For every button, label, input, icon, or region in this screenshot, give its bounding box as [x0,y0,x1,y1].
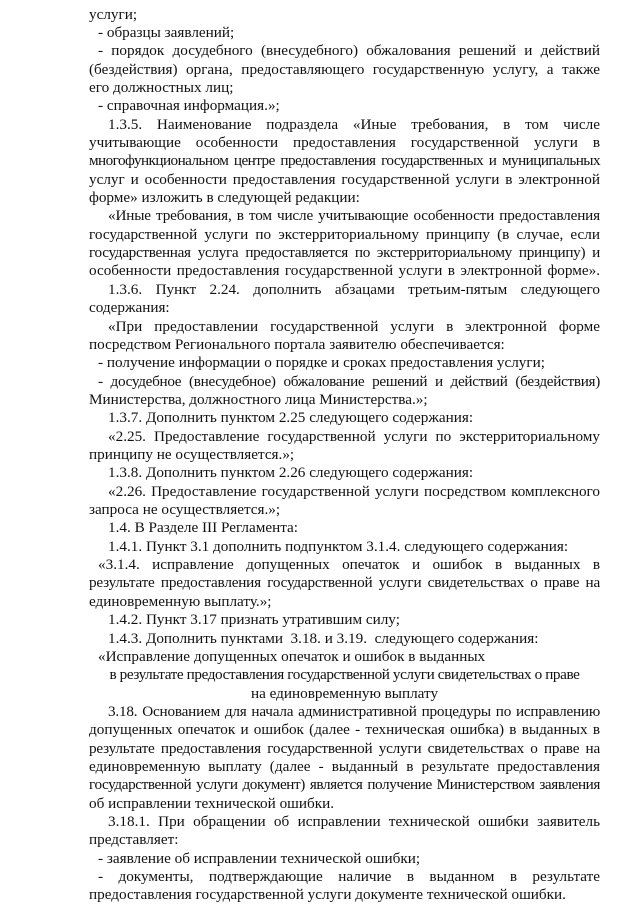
text-line: его должностных лиц; [89,79,234,96]
text-line: (бездействия) органа, предоставляющего государственную услугу, а также [89,61,600,78]
text-line: - досудебное (внесудебное) обжалование решений и действий (бездействия) [98,373,600,390]
text-line: посредством Регионального портала заявителю обеспечивается: [89,336,505,353]
text-line: - заявление об исправлении технической ошибки; [98,850,421,867]
text-line: представляет: [89,831,179,848]
text-line: «3.1.4. исправление допущенных опечаток и ошибок в выданных в [98,556,600,573]
text-line: «2.26. Предоставление государственной услуги посредством комплексного [108,483,600,500]
text-line: запроса не осуществляется.»; [89,501,281,518]
text-line: Министерства, должностного лица Министерства.»; [89,391,428,408]
text-line: единовременную выплату (далее - выданный в результате предоставления [89,758,600,775]
text-line: 3.18.1. При обращении об исправлении технической ошибки заявитель [108,813,600,830]
text-line: - документы, подтверждающие наличие в выданном в результате [98,868,600,885]
text-line: «2.25. Предоставление государственной услуги по экстерриториальному [108,428,600,445]
text-line: 1.3.7. Дополнить пунктом 2.25 следующего содержания: [108,409,474,426]
text-line: услуг и особенности предоставления государственной услуги в электронной [89,171,600,188]
text-line: 1.4.2. Пункт 3.17 признать утратившим силу; [108,611,400,628]
text-line: 1.3.6. Пункт 2.24. дополнить абзацами третьим-пятым следующего [108,281,600,298]
text-line: об исправлении технической ошибки. [89,795,335,812]
text-line: 1.4. В Разделе III Регламента: [108,519,298,536]
text-line: содержания: [89,299,170,316]
text-line: - порядок досудебного (внесудебного) обжалования решений и действий [98,42,600,59]
text-line: в результате предоставления государственной услуги свидетельствах о праве [109,666,580,683]
text-line: предоставления государственной услуги документе технической ошибки. [89,886,566,903]
text-line: государственная услуга предоставляется по экстерриториальному принципу) и [89,244,600,261]
text-line: на единовременную выплату [250,685,439,702]
text-line: услуги; [89,6,138,23]
text-line: - справочная информация.»; [98,97,280,114]
text-line: особенности предоставления государственной услуги в электронной форме». [89,262,600,279]
text-line: «При предоставлении государственной услуги в электронной форме [108,318,600,335]
text-line: форме» изложить в следующей редакции: [89,189,360,206]
text-line: 3.18. Основанием для начала административной процедуры по исправлению [108,703,600,720]
text-line: результате предоставления государственной услуги свидетельствах о праве на [89,574,600,591]
text-line: единовременную выплату.»; [89,593,272,610]
text-line: «Иные требования, в том числе учитывающие особенности предоставления [108,207,600,224]
text-line: государственной услуги документ) является получение Министерством заявления [89,776,600,793]
text-line: 1.4.1. Пункт 3.1 дополнить подпунктом 3.1.4. следующего содержания: [108,538,569,555]
text-line: - получение информации о порядке и сроках предоставления услуги; [98,354,545,371]
text-line: принципу не осуществляется.»; [89,446,295,463]
text-line: учитывающие особенности предоставления государственной услуги в [89,134,600,151]
text-line: - образцы заявлений; [98,24,235,41]
text-line: государственной услуги по экстерриториальному принципу (в случае, если [89,226,600,243]
text-line: 1.3.8. Дополнить пунктом 2.26 следующего содержания: [108,464,474,481]
text-line: 1.4.3. Дополнить пунктами 3.18. и 3.19. следующего содержания: [108,630,539,647]
text-line: результате предоставления государственной услуги свидетельствах о праве на [89,740,600,757]
text-line: допущенных опечаток и ошибок (далее - техническая ошибка) в выданных в [89,721,600,738]
text-line: многофункциональном центре предоставления государственных и муниципальных [89,152,600,169]
text-line: «Исправление допущенных опечаток и ошибок в выданных [98,648,486,665]
text-line: 1.3.5. Наименование подраздела «Иные требования, в том числе [108,116,600,133]
